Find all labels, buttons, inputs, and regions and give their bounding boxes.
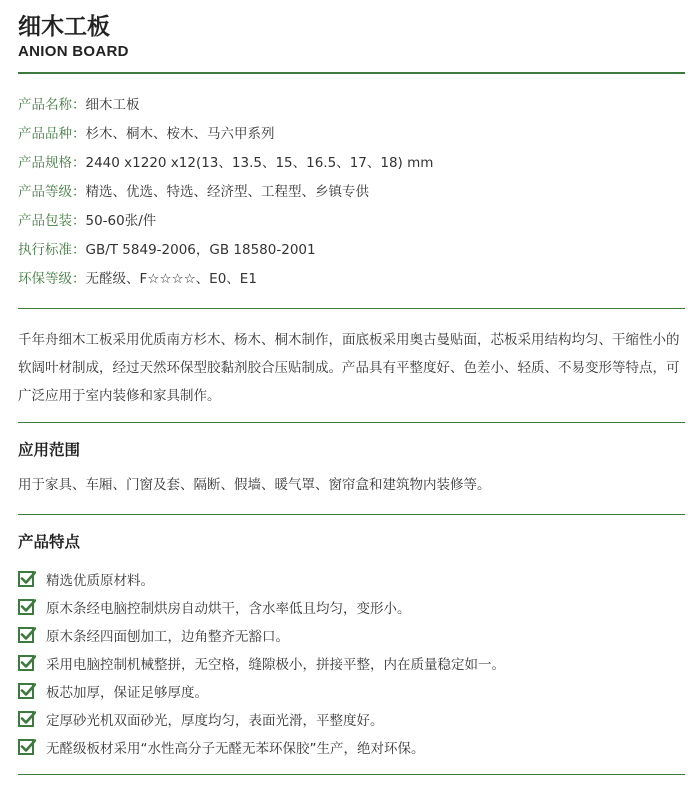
feature-text: 定厚砂光机双面砂光，厚度均匀，表面光滑，平整度好。 [46, 713, 384, 729]
spec-row-name [18, 94, 433, 123]
feature-text: 板芯加厚，保证足够厚度。 [46, 685, 208, 701]
spec-list [18, 94, 433, 297]
feature-text: 无醛级板材采用“水性高分子无醛无苯环保胶”生产，绝对环保。 [46, 741, 425, 757]
feature-text: 精选优质原材料。 [46, 573, 154, 589]
checkbox-checked-icon [18, 626, 36, 644]
feature-item [18, 677, 505, 705]
spec-value: 精选、优选、特选、经济型、工程型、乡镇专供 [85, 184, 369, 200]
spec-row-grade [18, 181, 433, 210]
feature-text: 采用电脑控制机械整拼，无空格，缝隙极小，拼接平整，内在质量稳定如一。 [46, 657, 505, 673]
intro-divider [18, 422, 685, 423]
application-divider [18, 514, 685, 515]
feature-item [18, 593, 505, 621]
title-divider [18, 72, 685, 74]
spec-row-standard [18, 239, 433, 268]
bottom-divider [18, 774, 685, 775]
spec-label: 产品名称： [18, 97, 86, 113]
spec-value: 2440 x1220 x12(13、13.5、15、16.5、17、18) mm [85, 155, 434, 171]
spec-label: 产品规格： [18, 155, 86, 171]
feature-item [18, 649, 505, 677]
feature-text: 原木条经四面刨加工，边角整齐无豁口。 [46, 629, 289, 645]
application-heading: 应用范围 [18, 441, 81, 459]
feature-item [18, 621, 505, 649]
feature-item [18, 733, 505, 761]
page-title: 细木工板 [18, 14, 110, 40]
checkbox-checked-icon [18, 682, 36, 700]
spec-label: 产品品种： [18, 126, 86, 142]
spec-value: 杉木、桐木、桉木、马六甲系列 [85, 126, 275, 142]
spec-row-eco-grade [18, 268, 433, 297]
spec-label: 环保等级： [18, 271, 86, 287]
spec-row-variety [18, 123, 433, 152]
spec-value: GB/T 5849-2006，GB 18580-2001 [85, 242, 316, 258]
spec-label: 执行标准： [18, 242, 86, 258]
features-heading: 产品特点 [18, 533, 81, 551]
checkbox-checked-icon [18, 598, 36, 616]
application-text: 用于家具、车厢、门窗及套、隔断、假墙、暖气罩、窗帘盒和建筑物内装修等。 [18, 477, 491, 493]
spec-value: 50-60张/件 [85, 213, 157, 229]
spec-value: 细木工板 [85, 97, 140, 113]
spec-row-size [18, 152, 433, 181]
checkbox-checked-icon [18, 738, 36, 756]
feature-list [18, 565, 505, 761]
intro-paragraph: 千年舟细木工板采用优质南方杉木、杨木、桐木制作，面底板采用奥古曼贴面，芯板采用结构均匀、干缩性小的软阔叶材制成，经过天然环保型胶黏剂胶合压贴制成。产品具有平整度好、色差小、轻质、不易变形等特点，可广泛应用于室内装修和家具制作。 [18, 332, 680, 404]
checkbox-checked-icon [18, 570, 36, 588]
spec-row-packaging [18, 210, 433, 239]
spec-label: 产品等级： [18, 184, 86, 200]
feature-item [18, 705, 505, 733]
page-subtitle: ANION BOARD [18, 43, 129, 60]
feature-text: 原木条经电脑控制烘房自动烘干，含水率低且均匀，变形小。 [46, 601, 411, 617]
spec-divider [18, 308, 685, 309]
spec-label: 产品包装： [18, 213, 86, 229]
checkbox-checked-icon [18, 710, 36, 728]
checkbox-checked-icon [18, 654, 36, 672]
feature-item [18, 565, 505, 593]
spec-value: 无醛级、F☆☆☆☆、E0、E1 [85, 271, 257, 287]
